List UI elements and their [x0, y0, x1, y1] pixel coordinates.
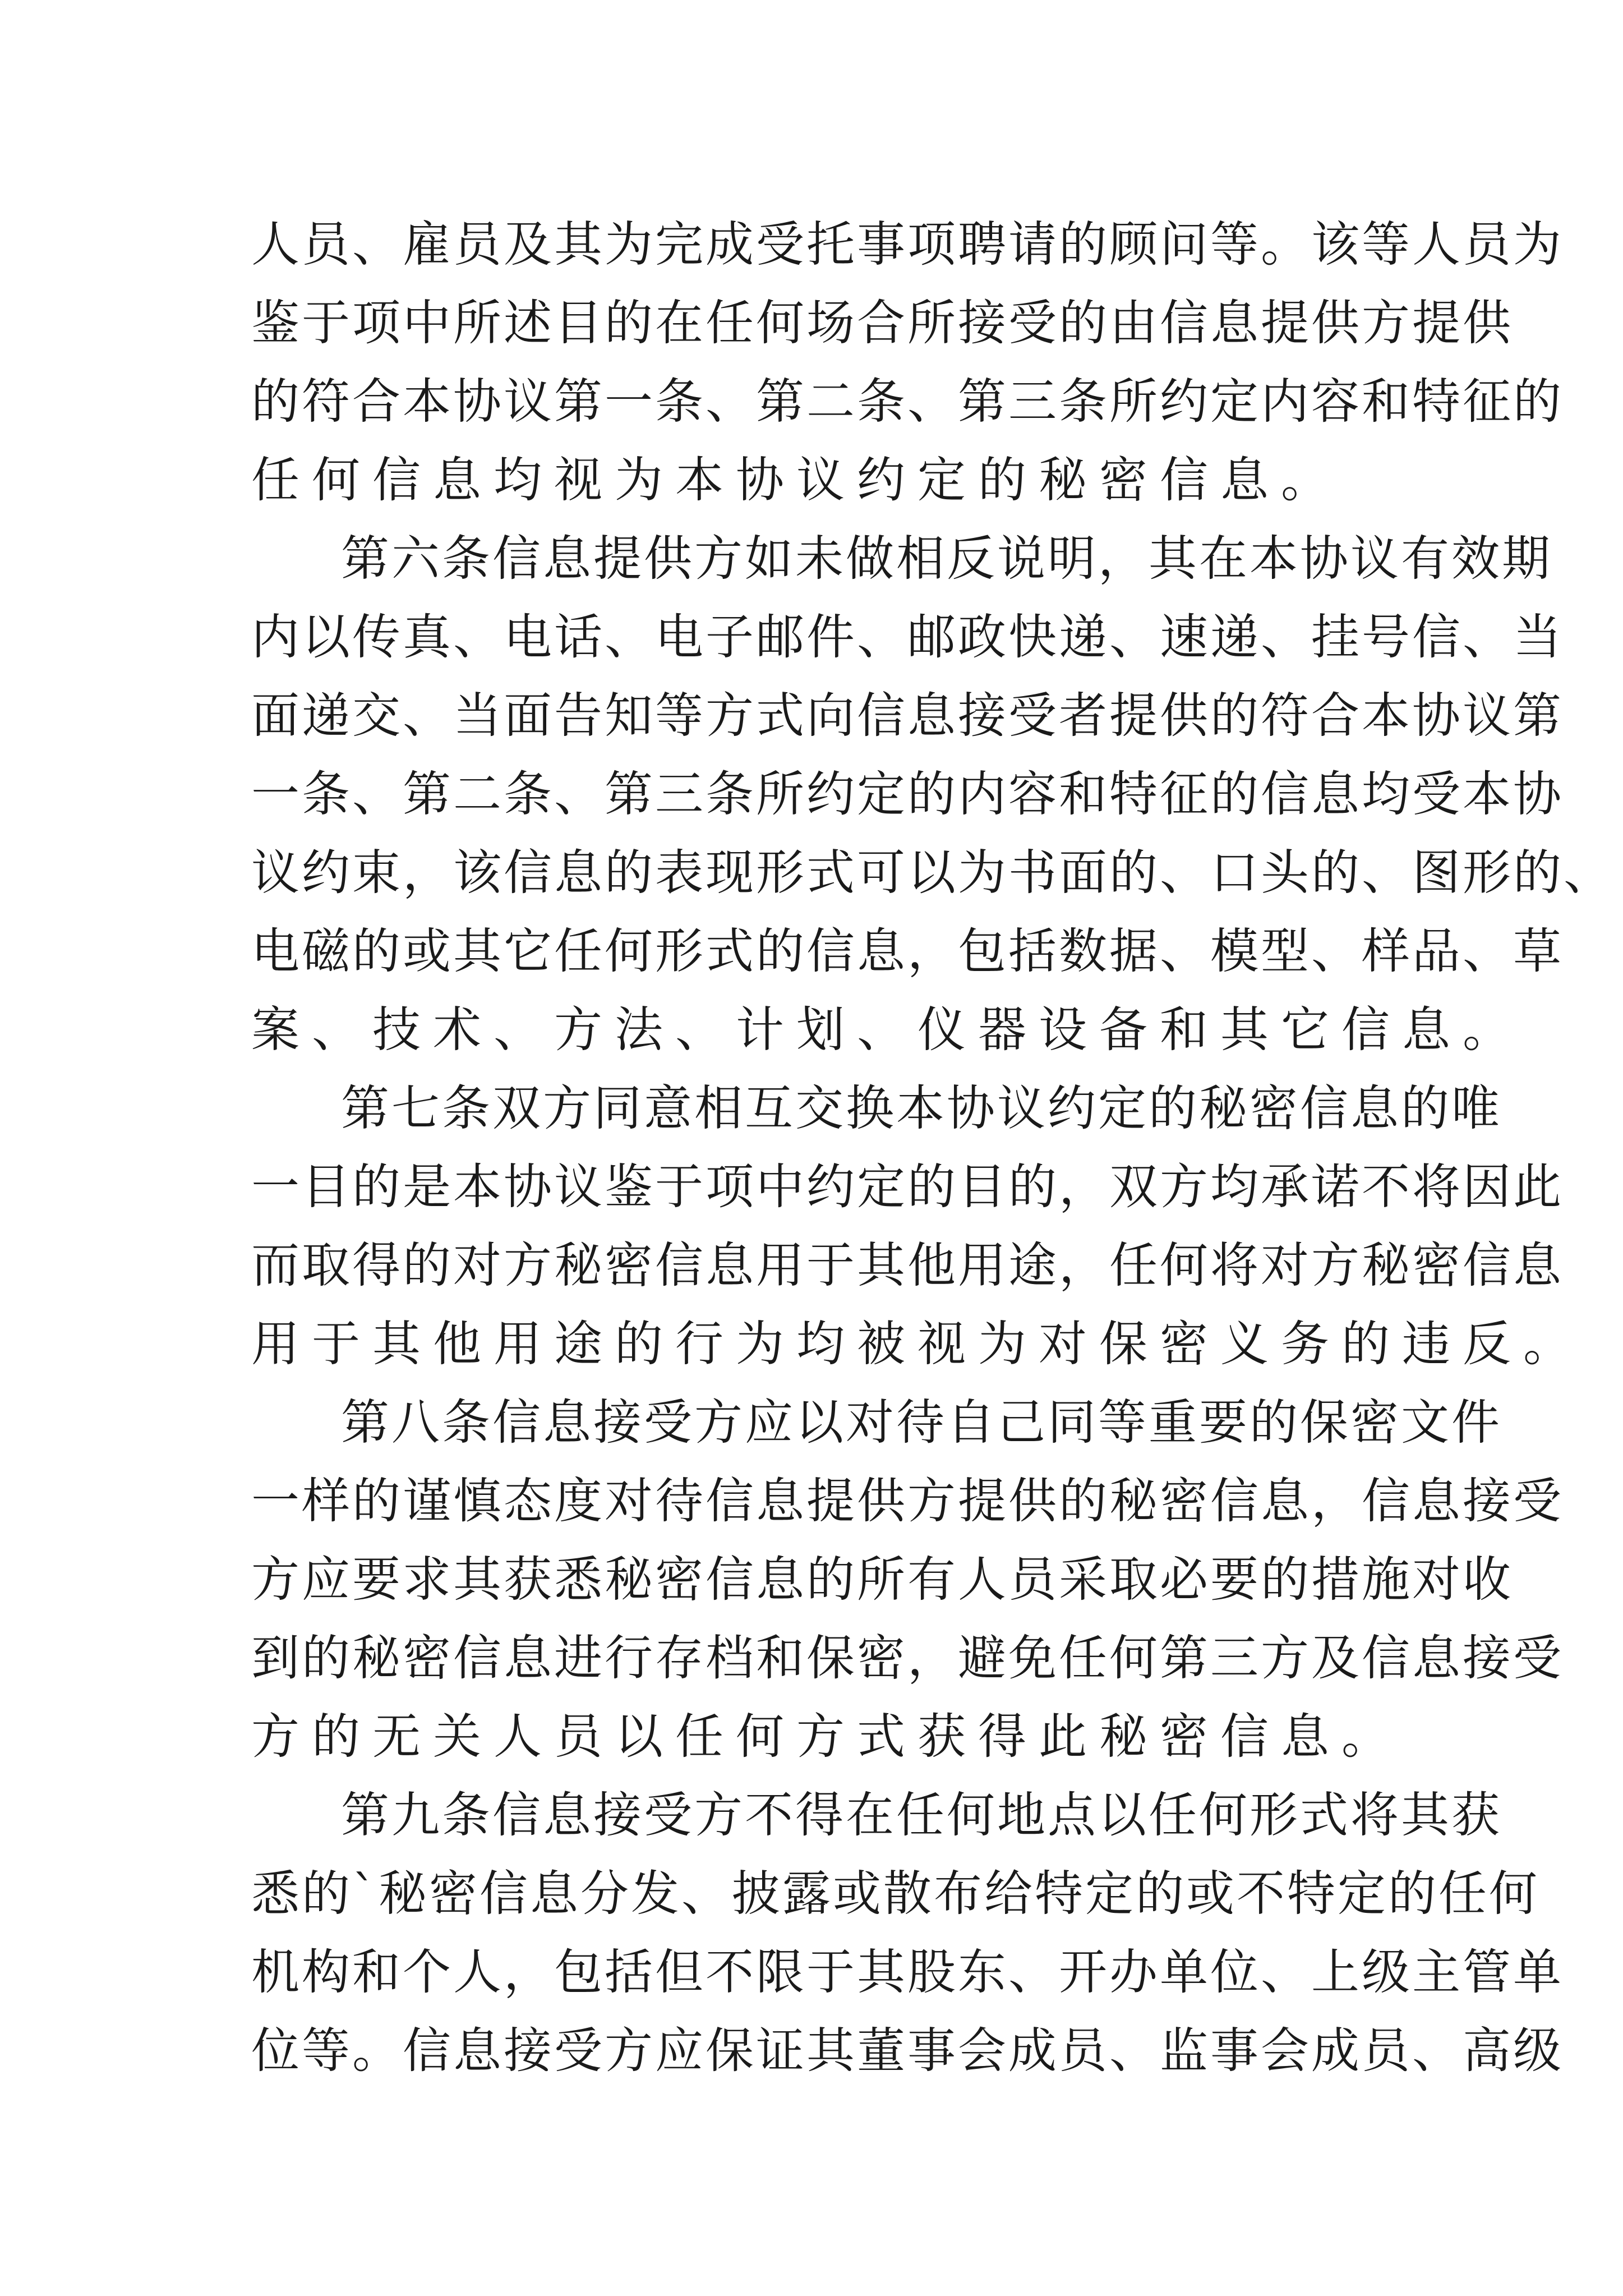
text-line: 一目的是本协议鉴于项中约定的目的，双方均承诺不将因此 [251, 1159, 1564, 1215]
text-line: 而取得的对方秘密信息用于其他用途，任何将对方秘密信息 [251, 1237, 1564, 1294]
text-line: 位等。信息接受方应保证其董事会成员、监事会成员、高级 [251, 2023, 1564, 2079]
paragraph-first-line: 第七条双方同意相互交换本协议约定的秘密信息的唯 [341, 1080, 1502, 1137]
text-line: 人员、雇员及其为完成受托事项聘请的顾问等。该等人员为 [251, 217, 1564, 273]
text-line: 内以传真、电话、电子邮件、邮政快递、速递、挂号信、当 [251, 609, 1564, 665]
text-line: 到的秘密信息进行存档和保密，避免任何第三方及信息接受 [251, 1630, 1564, 1686]
paragraph-first-line: 第九条信息接受方不得在任何地点以任何形式将其获 [341, 1787, 1502, 1843]
text-line: 方应要求其获悉秘密信息的所有人员采取必要的措施对收 [251, 1552, 1513, 1608]
text-line: 方的无关人员以任何方式获得此秘密信息。 [251, 1709, 1402, 1765]
text-line: 一样的谨慎态度对待信息提供方提供的秘密信息，信息接受 [251, 1473, 1564, 1529]
text-line: 案、技术、方法、计划、仪器设备和其它信息。 [251, 1002, 1523, 1058]
paragraph-first-line: 第八条信息接受方应以对待自己同等重要的保密文件 [341, 1395, 1502, 1451]
text-line: 机构和个人，包括但不限于其股东、开办单位、上级主管单 [251, 1944, 1564, 2000]
text-line: 议约束，该信息的表现形式可以为书面的、口头的、图形的、 [251, 845, 1614, 901]
text-line: 的符合本协议第一条、第二条、第三条所约定内容和特征的 [251, 374, 1564, 430]
text-line: 悉的`秘密信息分发、披露或散布给特定的或不特定的任何 [251, 1866, 1539, 1922]
text-line: 电磁的或其它任何形式的信息，包括数据、模型、样品、草 [251, 923, 1564, 979]
text-line: 鉴于项中所述目的在任何场合所接受的由信息提供方提供 [251, 295, 1513, 351]
text-line: 用于其他用途的行为均被视为对保密义务的违反。 [251, 1316, 1584, 1372]
text-line: 面递交、当面告知等方式向信息接受者提供的符合本协议第 [251, 688, 1564, 744]
text-line: 任何信息均视为本协议约定的秘密信息。 [251, 452, 1341, 508]
text-line: 一条、第二条、第三条所约定的内容和特征的信息均受本协 [251, 766, 1564, 822]
paragraph-first-line: 第六条信息提供方如未做相反说明，其在本协议有效期 [341, 531, 1552, 587]
